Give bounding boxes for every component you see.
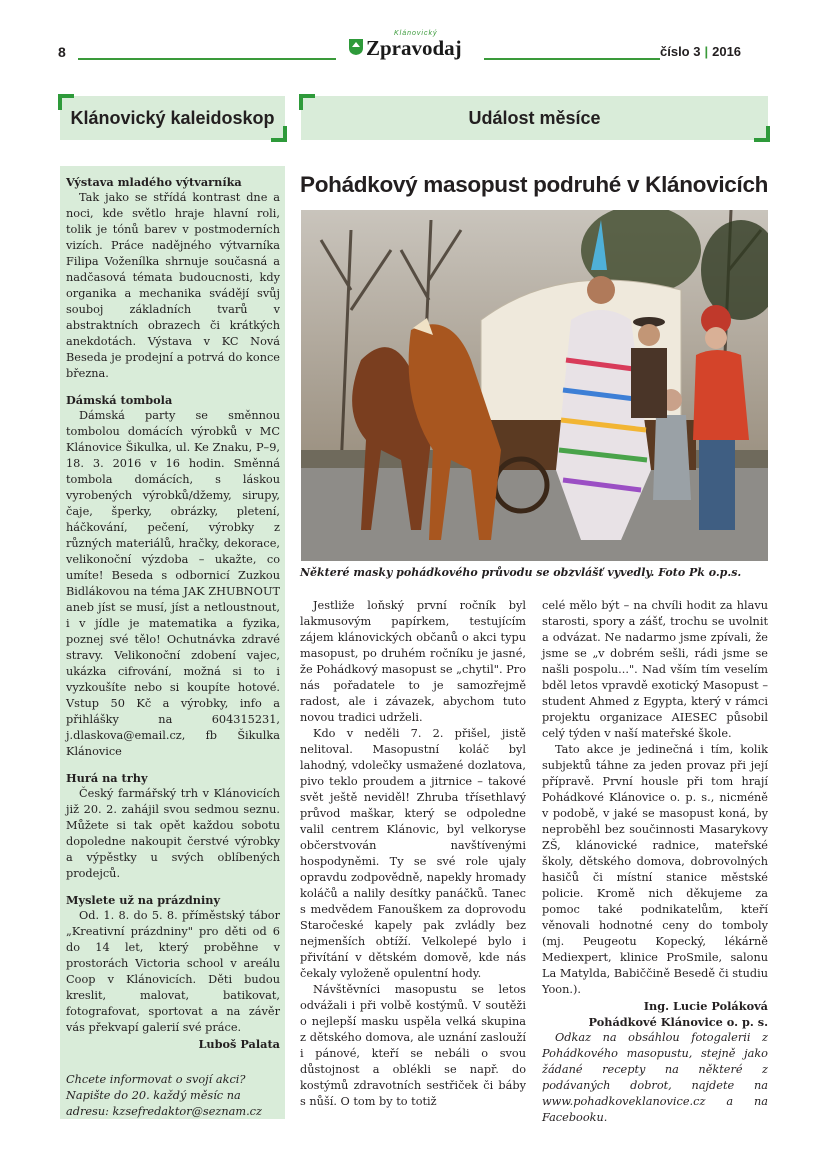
sidebar-paragraph: Od. 1. 8. do 5. 8. příměstský tábor „Kreativní prázdniny" pro děti od 6 do 14 let, který proběhne v prostorách Victoria school v areálu Coop v Klánovicích. Děti budou kreslit, malovat, batikovat, fotografovat, sportovat a na závěr vás překvapí galerií své práce. (66, 909, 280, 1034)
sidebar-section-title: Klánovický kaleidoskop (70, 107, 275, 128)
sidebar-heading: Výstava mladého výtvarníka (66, 175, 242, 189)
sidebar-heading: Dámská tombola (66, 393, 173, 407)
article-paragraph: celé mělo být – na chvíli hodit za hlavu starosti, spory a zášť, trochu se uvolnit a odvázat. Ne nadarmo jsme zpívali, že jsme se „v dobrém sešli, rádi jsme se našli pospolu...". Nad vším tím veselím bděl letos vpravdě exotický Masopust – student Ahmed z Egypta, který v rámci projektu organizace AIESEC působil celý týden v naší mateřské škole. (542, 599, 768, 740)
article-column-1 (300, 598, 526, 1110)
closing-note: Odkaz na obsáhlou fotogalerii z Pohádkového masopustu, stejně jako žádané recepty na některé z podávaných dobrot, najdete na www.pohadkoveklanovice.cz a na Facebooku. (542, 1031, 768, 1124)
tab-corner-bottom-right (754, 126, 770, 142)
author-organization: Pohádkové Klánovice o. p. s. (588, 1015, 768, 1029)
sidebar-paragraph: Český farmářský trh v Klánovicích již 20. 2. zahájil svou sedmou seznu. Můžete si tak opět každou sobotu dopoledne nakoupit čerstvé výrobky a výpěstky u svých oblíbených prodejců. (66, 787, 280, 880)
article-paragraph: Návštěvníci masopustu se letos odvážali i při volbě kostýmů. V soutěži o nejlepší masku uspěla velká skupina z dětského domova, ale uznání zaslouží i pánové, kteří se nebáli o svou důstojnost a oblékli se např. do kostýmů zdravotních sestřiček či báby s nůší. O tom by to totiž (300, 983, 526, 1108)
article-paragraph: Jestliže loňský první ročník byl lakmusovým papírkem, testujícím zájem klánovických občanů o akci typu masopust, po druhém ročníku je jasné, že Pohádkový masopust se „chytil". Pro nás pořadatele to je samozřejmě radost, ale i závazek, abychom tuto novou tradici udrželi. (300, 599, 526, 724)
sidebar-author: Luboš Palata (198, 1037, 280, 1051)
crest-icon (348, 38, 364, 56)
sidebar-section-tab (60, 96, 285, 140)
logo-title: Zpravodaj (366, 36, 462, 60)
carnival-photo-illustration (301, 210, 768, 561)
carnival-photo (301, 210, 768, 561)
tab-corner-bottom-right (271, 126, 287, 142)
sidebar-paragraph: Dámská party se směnnou tombolou domácích výrobků v MC Klánovice Šikulka, ul. Ke Znaku, P–9, 18. 3. 2016 v 16 hodin. Směnná tombola domácích, s láskou vyrobených výrobků/džemy, sirupy, čaje, šperky, obrázky, pletení, háčkování, pečení, výrobky z různých materiálů, hračky, dekorace, velikonoční výzdoba – ukažte, co umíte! Beseda s odbornicí Zuzkou Bidlákovou na téma JAK ZHUBNOUT aneb jíst se musí, jíst a netloustnout, i v jídle je matematika a fyzika, poznej své tělo! Ochutnávka zdravé stravy. Velikonoční zdobení vajec, ukázka cifrování, možná si to i vyzkoušíte nebo si koupíte hotové. Vstup 50 Kč a výrobky, info a přihlášky na 604315231, j.dlaskova@email.cz, fb Šikulka Klánovice (66, 409, 280, 758)
header-rule-left (78, 58, 336, 60)
header-rule-right (484, 58, 660, 60)
author-name: Ing. Lucie Poláková (643, 999, 768, 1013)
logo-subtitle: Klánovický (394, 30, 438, 37)
issue-info (660, 44, 741, 59)
photo-caption: Některé masky pohádkového průvodu se obzvlášť vyvedly. Foto Pk o.p.s. (300, 566, 742, 579)
page-number: 8 (58, 44, 66, 60)
article-paragraph: Tato akce je jedinečná i tím, kolik subjektů táhne za jeden provaz při její přípravě. První housle při tom hrají Pohádkové Klánovice o. p. s., nicméně v podobě, v jaké se masopust koná, by neproběhl bez součinnosti Masarykovy ZŠ, klánovické radnice, mateřské školy, dětského domova, dobrovolných hasičů či místní stanice městské policie. Kromě nich děkujeme za pomoc také podnikatelům, kteří věnovali hodnotné ceny do tomboly (mj. Peugeotu Kopecký, lékárně Mediexpert, klinice ProSmile, salonu La Matylda, Babiččině Besedě či studiu Yoon.). (542, 743, 768, 996)
sidebar-paragraph: Tak jako se střídá kontrast dne a noci, kde světlo hraje hlavní roli, tolik je tónů barev v postmoderních vizích. Práce nadějného výtvarníka Filipa Voženílka shrnuje současná a nadčasová témata budoucnosti, kdy organika a mechanika svádějí svůj souboj základních tvarů v abstraktních obrazech či krátkých anekdotách. Výstava v KC Nová Beseda je prodejní a potrvá do konce března. (66, 191, 280, 380)
article-paragraph: Kdo v neděli 7. 2. přišel, jistě nelitoval. Masopustní koláč byl lahodný, vdolečky usmažené dozlatova, pivo teklo proudem a jitrnice – takové svět ještě neviděl! Zhruba třísethlavý průvod maškar, který se odpoledne valil centrem Klánovic, byl velkoryse občerstvován navštívenými hospodyněmi. Ty se své role ujaly opravdu zodpovědně, napekly hromady koláčů a nalily desítky panáčků. Tanec s medvědem Fanouškem za doprovodu Staročeské kapely pak zvládly bez nejmenších obtíží. Velkolepé bylo i přivítání v dětském domově, kde nás čekaly vyloženě opulentní hody. (300, 727, 526, 980)
main-section-title: Událost měsíce (468, 107, 601, 128)
main-section-tab (301, 96, 768, 140)
issue-year: 2016 (712, 44, 742, 59)
issue-number: číslo 3 (660, 44, 701, 59)
sidebar-box (60, 166, 285, 1119)
article-column-2 (542, 598, 768, 1126)
masthead-logo (348, 30, 480, 66)
tab-corner-top-left (299, 94, 315, 110)
sidebar-heading: Myslete už na prázdniny (66, 893, 221, 907)
article-headline: Pohádkový masopust podruhé v Klánovicích (300, 172, 769, 197)
issue-separator: | (704, 44, 709, 59)
sidebar-contact-note: Chcete informovat o svojí akci? Napište do 20. každý měsíc na adresu: kzsefredaktor@seznam.cz (66, 1073, 262, 1118)
tab-corner-top-left (58, 94, 74, 110)
sidebar-heading: Hurá na trhy (66, 771, 148, 785)
